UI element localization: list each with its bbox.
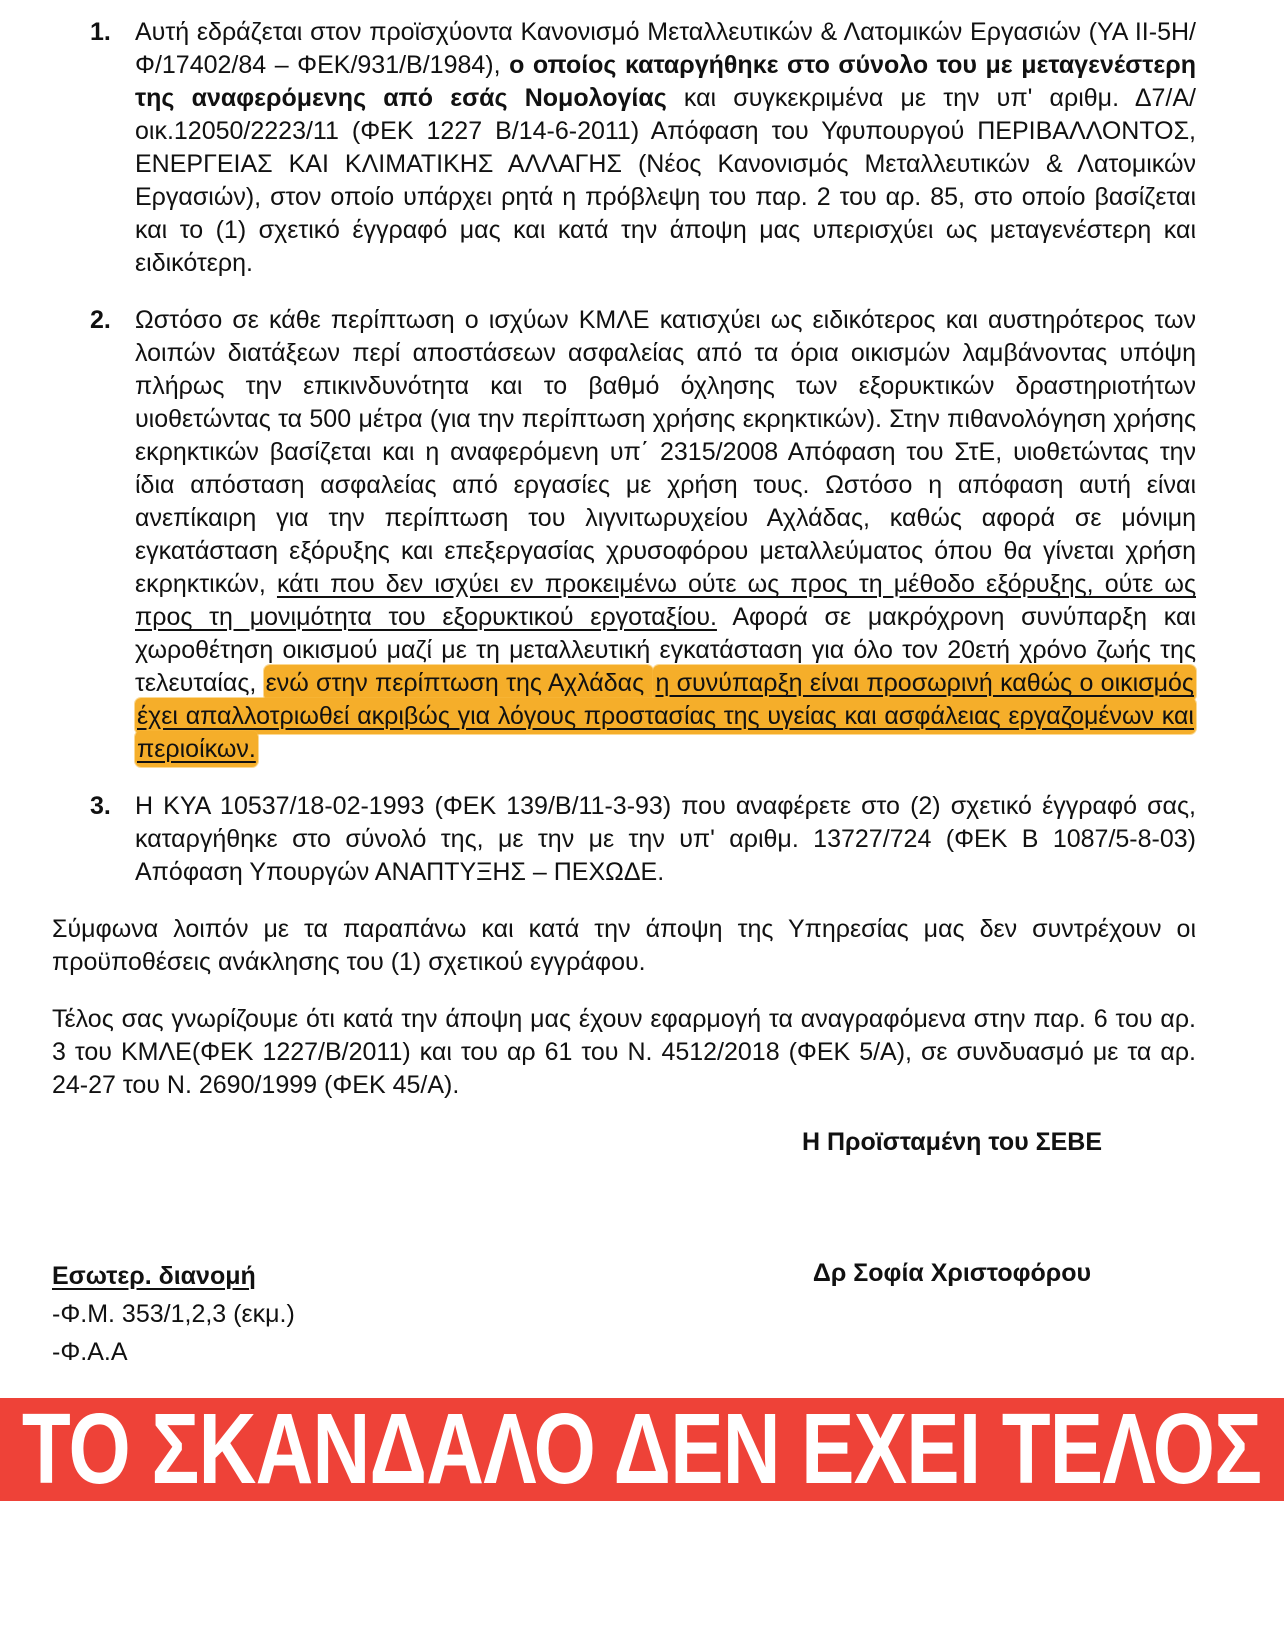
closing-paragraph-2: Τέλος σας γνωρίζουμε ότι κατά την άποψη μας έχουν εφαρμογή τα αναγραφόμενα στην παρ. 6 του αρ. 3 του ΚΜΛΕ(ΦΕΚ 1227/Β/2011) και του αρ 61 του Ν. 4512/2018 (ΦΕΚ 5/Α), σε συνδυασμό με τα αρ. 24-27 του Ν. 2690/1999 (ΦΕΚ 45/Α). xyxy=(52,1005,1196,1099)
scandal-banner xyxy=(0,1398,1284,1501)
list-item-1 xyxy=(90,16,1196,280)
distribution-item-1: -Φ.Μ. 353/1,2,3 (εκμ.) xyxy=(52,1300,295,1328)
item-text: Αυτή εδράζεται στον προϊσχύοντα Κανονισμό Μεταλλευτικών & Λατομικών Εργασιών (ΥΑ ΙΙ-5Η/Φ/17402/84 – ΦΕΚ/931/Β/1984), ο οποίος καταργήθηκε στο σύνολο του με μεταγενέστερη της αναφερόμενης από εσάς Νομολογίας και συγκεκριμένα με την υπ' αριθμ. Δ7/Α/οικ.12050/2223/11 (ΦΕΚ 1227 Β/14-6-2011) Απόφαση του Υφυπουργού ΠΕΡΙΒΑΛΛΟΝΤΟΣ, ΕΝΕΡΓΕΙΑΣ ΚΑΙ ΚΛΙΜΑΤΙΚΗΣ ΑΛΛΑΓΗΣ (Νέος Κανονισμός Μεταλλευτικών & Λατομικών Εργασιών), στον οποίο υπάρχει ρητά η πρόβλεψη του παρ. 2 του αρ. 85, στο οποίο βασίζεται και το (1) σχετικό έγγραφό μας και κατά την άποψη μας υπερισχύει ως μεταγενέστερη και ειδικότερη. xyxy=(135,18,1196,277)
item-number: 1. xyxy=(90,18,111,46)
banner-text: ΤΟ ΣΚΑΝΔΑΛΟ ΔΕΝ ΕΧΕΙ ΤΕΛΟΣ xyxy=(22,1398,1262,1501)
closing-paragraph-1: Σύμφωνα λοιπόν με τα παραπάνω και κατά την άποψη της Υπηρεσίας μας δεν συντρέχουν οι προϋποθέσεις ανάκλησης του (1) σχετικού εγγράφου. xyxy=(52,915,1196,976)
signature-name: Δρ Σοφία Χριστοφόρου xyxy=(812,1259,1092,1287)
item-number: 2. xyxy=(90,306,111,334)
signature-title: Η Προϊσταμένη του ΣΕΒΕ xyxy=(802,1128,1102,1156)
item-text: Ωστόσο σε κάθε περίπτωση ο ισχύων ΚΜΛΕ κατισχύει ως ειδικότερος και αυστηρότερος των λοιπών διατάξεων περί αποστάσεων ασφαλείας από τα όρια οικισμών λαμβάνοντας υπόψη πλήρως την επικινδυνότητα και το βαθμό όχλησης των εξορυκτικών δραστηριοτήτων υιοθετώντας τα 500 μέτρα (για την περίπτωση χρήσης εκρηκτικών). Στην πιθανολόγηση χρήσης εκρηκτικών βασίζεται και η αναφερόμενη υπ΄ 2315/2008 Απόφαση του ΣτΕ, υιοθετώντας την ίδια απόσταση ασφαλείας από εργασίες με χρήση τους. Ωστόσο η απόφαση αυτή είναι ανεπίκαιρη για την περίπτωση του λιγνιτωρυχείου Αχλάδας, καθώς αφορά σε μόνιμη εγκατάσταση εξόρυξης και επεξεργασίας χρυσοφόρου μεταλλεύματος όπου θα γίνεται χρήση εκρηκτικών, κάτι που δεν ισχύει εν προκειμένω ούτε ως προς τη μέθοδο εξόρυξης, ούτε ως προς τη μονιμότητα του εξορυκτικού εργοταξίου. Αφορά σε μακρόχρονη συνύπαρξη και χωροθέτηση οικισμού μαζί με τη μεταλλευτική εγκατάσταση για όλο τον 20ετή χρόνο ζωής της τελευταίας, ενώ στην περίπτωση της Αχλάδας η συνύπαρξη είναι προσωρινή καθώς ο οικισμός έχει απαλλοτριωθεί ακριβώς για λόγους προστασίας της υγείας και ασφάλειας εργαζομένων και περιοίκων. xyxy=(135,304,1196,766)
distribution-heading: Εσωτερ. διανομή xyxy=(52,1262,256,1290)
item-text: Η ΚΥΑ 10537/18-02-1993 (ΦΕΚ 139/Β/11-3-93) που αναφέρετε στο (2) σχετικό έγγραφό σας, καταργήθηκε στο σύνολό της, με την με την υπ' αριθμ. 13727/724 (ΦΕΚ Β 1087/5-8-03) Απόφαση Υπουργών ΑΝΑΠΤΥΞΗΣ – ΠΕΧΩΔΕ. xyxy=(135,792,1196,886)
item-number: 3. xyxy=(90,792,111,820)
list-item-3 xyxy=(90,790,1196,889)
distribution-item-2: -Φ.Α.Α xyxy=(52,1338,128,1366)
list-item-2 xyxy=(90,304,1196,766)
internal-distribution xyxy=(52,1257,295,1371)
footer-row xyxy=(52,1257,1196,1371)
